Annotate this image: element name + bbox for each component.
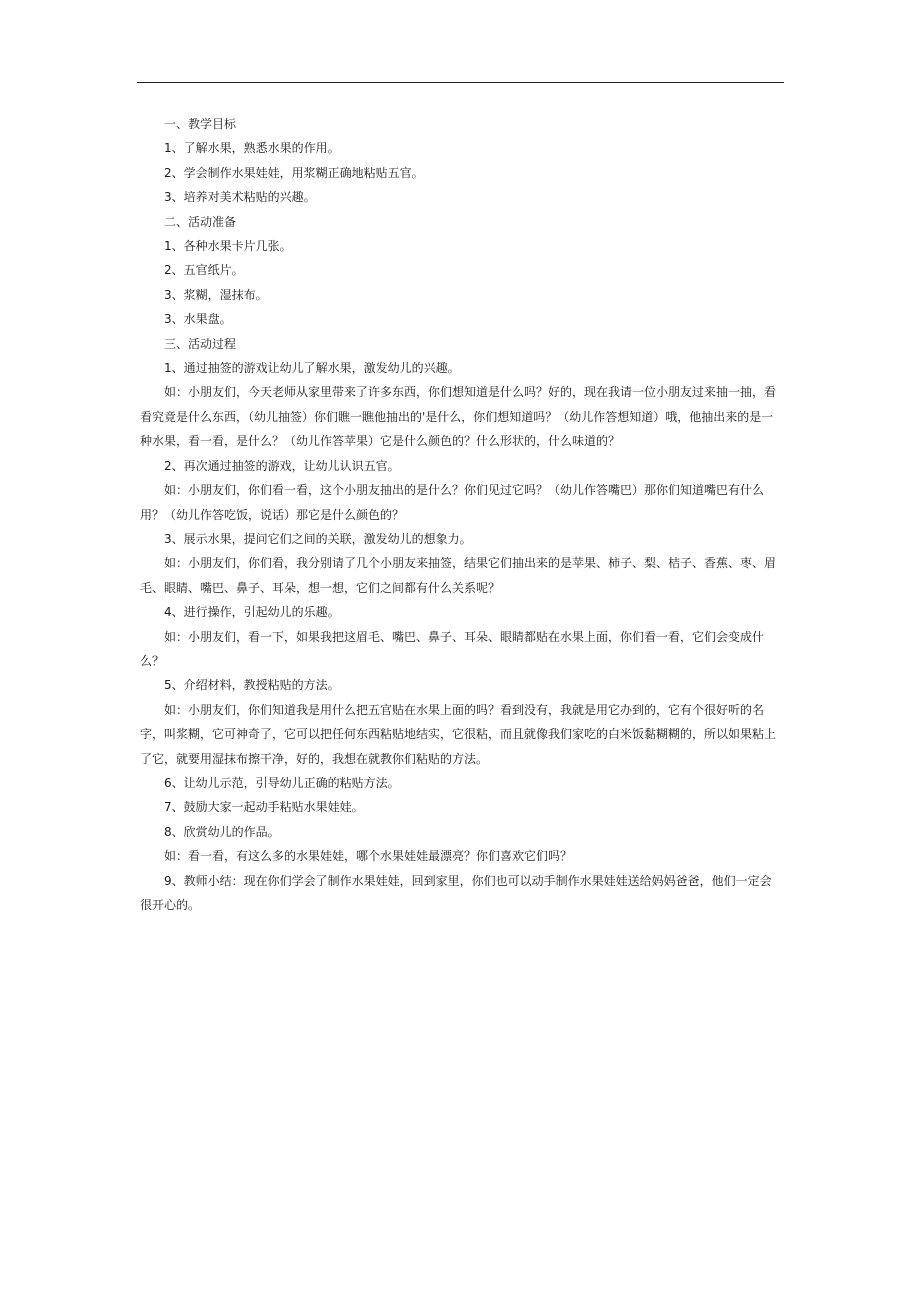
paragraph: 如：小朋友们，看一下，如果我把这眉毛、嘴巴、鼻子、耳朵、眼睛都贴在水果上面，你们看一看，它们会变成什么？ [140, 629, 765, 668]
paragraph: 如：小朋友们，你们看一看，这个小朋友抽出的是什么？你们见过它吗？（幼儿作答嘴巴）那你们知道嘴巴有什么用？（幼儿作答吃饭，说话）那它是什么颜色的？ [140, 483, 765, 522]
paragraph: 7、鼓励大家一起动手粘贴水果娃娃。 [164, 800, 364, 815]
paragraph: 如：看一看，有这么多的水果娃娃，哪个水果娃娃最漂亮？你们喜欢它们吗？ [164, 849, 573, 864]
section-heading: 三、活动过程 [164, 336, 237, 351]
header-rule [137, 82, 784, 83]
paragraph: 2、学会制作水果娃娃，用浆糊正确地粘贴五官。 [164, 165, 424, 180]
paragraph: 1、了解水果，熟悉水果的作用。 [164, 141, 340, 156]
paragraph: 1、通过抽签的游戏让幼儿了解水果，激发幼儿的兴趣。 [164, 361, 460, 376]
paragraph: 2、五官纸片。 [164, 263, 244, 278]
paragraph: 如：小朋友们，今天老师从家里带来了许多东西，你们想知道是什么吗？好的，现在我请一位小朋友过来抽一抽，看看究竟是什么东西，（幼儿抽签）你们瞧一瞧他抽出的'是什么，你们想知道吗？（幼儿作答想知道）哦，他抽出来的是一种水果，看一看，是什么？（幼儿作答苹果）它是什么颜色的？什么形状的，什么味道的？ [140, 385, 777, 449]
paragraph: 如：小朋友们，你们看，我分别请了几个小朋友来抽签，结果它们抽出来的是苹果、柿子、梨、桔子、香蕉、枣、眉毛、眼睛、嘴巴、鼻子、耳朵，想一想，它们之间都有什么关系呢？ [140, 556, 777, 595]
paragraph: 3、展示水果，提问它们之间的关联，激发幼儿的想象力。 [164, 531, 472, 546]
section-heading: 一、教学目标 [164, 117, 237, 131]
paragraph: 如：小朋友们，你们知道我是用什么把五官贴在水果上面的吗？看到没有，我就是用它办到的，它有个很好听的名字，叫浆糊，它可神奇了，它可以把任何东西粘贴地结实，它很粘，而且就像我们家吃的白米饭黏糊糊的，所以如果粘上了它，就要用湿抹布擦干净，好的，我想在就教你们粘贴的方法。 [140, 702, 777, 766]
paragraph: 8、欣赏幼儿的作品。 [164, 824, 280, 839]
paragraph: 4、进行操作，引起幼儿的乐趣。 [164, 605, 340, 620]
paragraph: 3、培养对美术粘贴的兴趣。 [164, 190, 316, 205]
paragraph: 3、水果盘。 [164, 312, 232, 327]
paragraph: 9、教师小结：现在你们学会了制作水果娃娃，回到家里，你们也可以动手制作水果娃娃送给妈妈爸爸，他们一定会很开心的。 [140, 873, 772, 912]
paragraph: 6、让幼儿示范，引导幼儿正确的粘贴方法。 [164, 775, 400, 790]
paragraph: 1、各种水果卡片几张。 [164, 239, 292, 254]
paragraph: 3、浆糊，湿抹布。 [164, 287, 268, 302]
paragraph: 5、介绍材料，教授粘贴的方法。 [164, 678, 340, 693]
section-heading: 二、活动准备 [164, 214, 237, 229]
paragraph: 2、再次通过抽签的游戏，让幼儿认识五官。 [164, 458, 400, 473]
document-body [140, 112, 782, 917]
